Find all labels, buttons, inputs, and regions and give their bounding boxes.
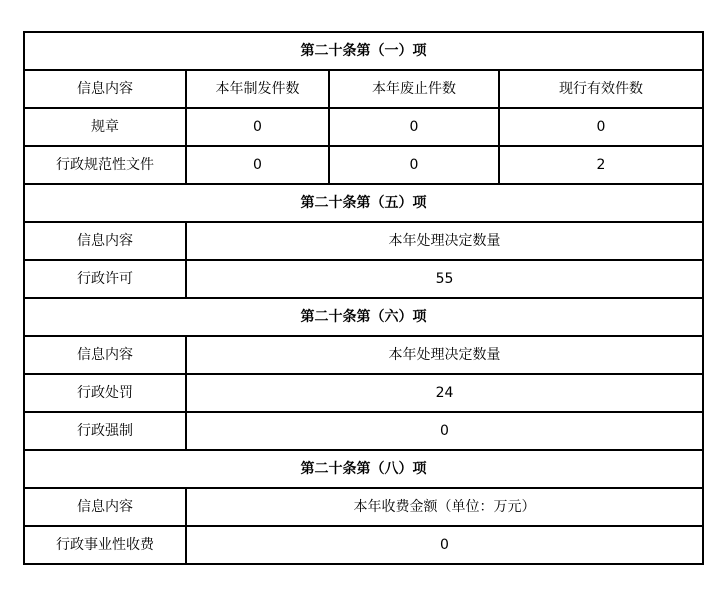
row-label: 行政事业性收费 — [24, 526, 186, 564]
column-header: 信息内容 — [24, 336, 186, 374]
table-row — [24, 108, 703, 146]
column-header: 信息内容 — [24, 70, 186, 108]
table-header-row — [24, 222, 703, 260]
section-title: 第二十条第（八）项 — [24, 450, 703, 488]
table-header-row — [24, 488, 703, 526]
column-header: 本年废止件数 — [329, 70, 499, 108]
column-header: 本年处理决定数量 — [186, 336, 703, 374]
column-header: 信息内容 — [24, 488, 186, 526]
column-header: 本年收费金额（单位：万元） — [186, 488, 703, 526]
table-header-row — [24, 336, 703, 374]
section-title-row — [24, 298, 703, 336]
table-cell: 0 — [329, 146, 499, 184]
table-cell: 0 — [186, 526, 703, 564]
table-cell: 55 — [186, 260, 703, 298]
table-cell: 2 — [499, 146, 703, 184]
column-header: 本年处理决定数量 — [186, 222, 703, 260]
row-label: 行政处罚 — [24, 374, 186, 412]
section-title-row — [24, 450, 703, 488]
section-title: 第二十条第（一）项 — [24, 32, 703, 70]
section-title: 第二十条第（六）项 — [24, 298, 703, 336]
table-cell: 24 — [186, 374, 703, 412]
column-header: 现行有效件数 — [499, 70, 703, 108]
table-cell: 0 — [186, 108, 329, 146]
row-label: 行政规范性文件 — [24, 146, 186, 184]
section-title-row — [24, 32, 703, 70]
column-header: 信息内容 — [24, 222, 186, 260]
section-title: 第二十条第（五）项 — [24, 184, 703, 222]
row-label: 行政强制 — [24, 412, 186, 450]
column-header: 本年制发件数 — [186, 70, 329, 108]
table-cell: 0 — [186, 412, 703, 450]
table-row — [24, 260, 703, 298]
row-label: 规章 — [24, 108, 186, 146]
table-row — [24, 146, 703, 184]
disclosure-table — [23, 31, 704, 565]
section-title-row — [24, 184, 703, 222]
row-label: 行政许可 — [24, 260, 186, 298]
table-row — [24, 526, 703, 564]
table-cell: 0 — [329, 108, 499, 146]
table-cell: 0 — [186, 146, 329, 184]
table-row — [24, 412, 703, 450]
table-header-row — [24, 70, 703, 108]
table-row — [24, 374, 703, 412]
table-cell: 0 — [499, 108, 703, 146]
